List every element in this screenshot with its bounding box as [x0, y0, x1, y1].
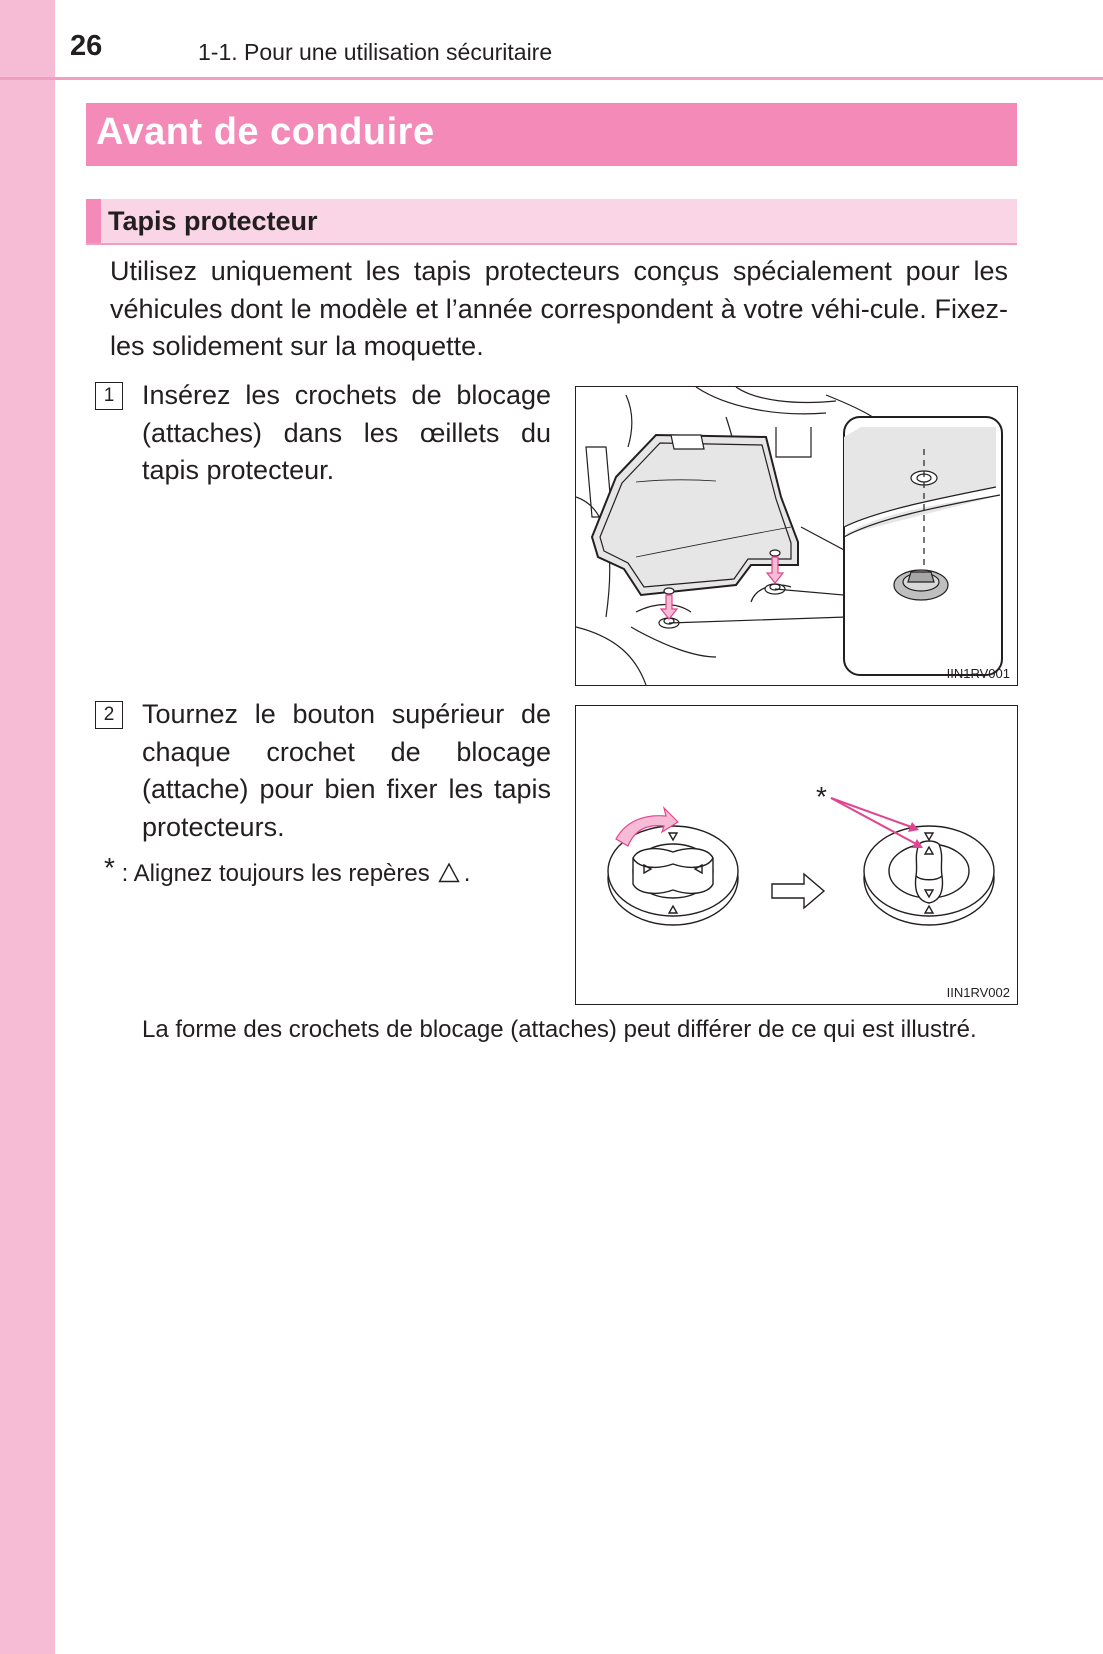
step-1-text: Insérez les crochets de blocage (attaches) dans les œillets du tapis protecteur.: [142, 380, 551, 485]
section-path: 1-1. Pour une utilisation sécuritaire: [198, 39, 553, 65]
figure-hook-rotation: [575, 705, 1018, 1005]
triangle-marker-icon: [438, 862, 460, 890]
step-2-text: Tournez le bouton supérieur de chaque crochet de blocage (attache) pour bien fixer les tapis protecteurs.: [142, 699, 551, 842]
note-text: : Alignez toujours les repères: [121, 860, 430, 887]
footer-note: La forme des crochets de blocage (attaches) peut différer de ce qui est illustré.: [142, 1016, 977, 1043]
step-1-number: 1: [95, 382, 123, 410]
intro-paragraph: Utilisez uniquement les tapis protecteurs conçus spécialement pour les véhicules dont le modèle et l’année correspondent à votre véhi-cule. Fixez-les solidement sur la moquette.: [110, 256, 1008, 361]
subsection-bar: [86, 199, 1017, 245]
retaining-hook-rotation-illustration: [576, 706, 1017, 1004]
note-marker: *: [104, 852, 115, 883]
step-2-number: 2: [95, 701, 123, 729]
subsection-accent: [86, 199, 101, 243]
note-end: .: [463, 860, 471, 887]
subsection-title: Tapis protecteur: [108, 206, 318, 236]
page-title: Avant de conduire: [96, 111, 435, 153]
alignment-note: [104, 852, 471, 890]
figure-floor-mat: [575, 386, 1018, 686]
title-bar: [86, 103, 1017, 166]
floor-mat-installation-illustration: [576, 387, 1017, 685]
side-color-band: [0, 0, 55, 1654]
figure-2-code: IIN1RV002: [946, 985, 1010, 1000]
header-rule: [0, 77, 1103, 80]
figure-2-marker: *: [816, 781, 827, 812]
page-number: 26: [70, 30, 103, 62]
figure-1-code: IIN1RV001: [946, 666, 1010, 681]
